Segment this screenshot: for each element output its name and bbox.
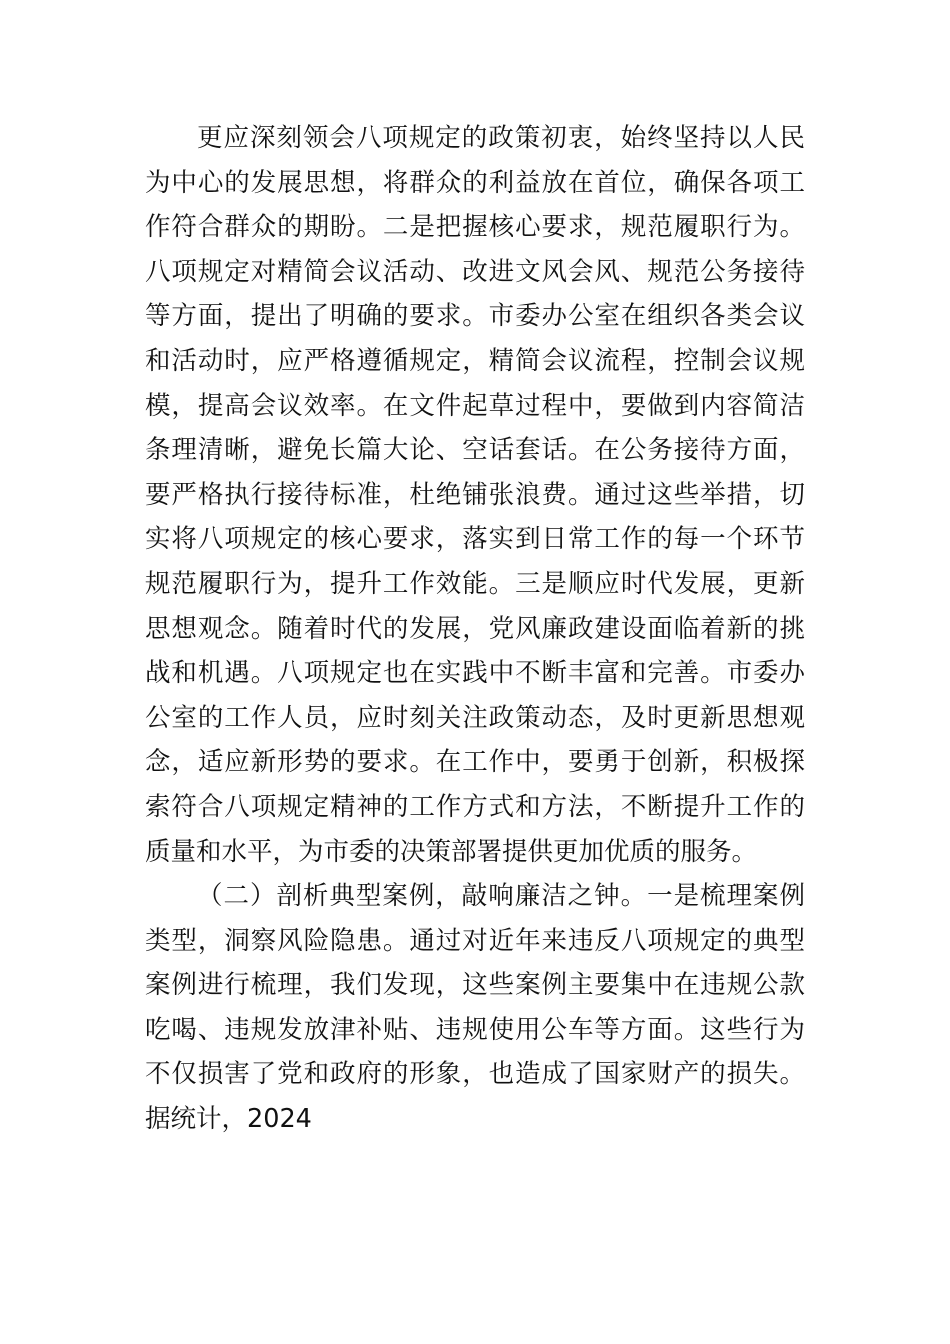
text-line: 吃喝、违规发放津补贴、违规使用公车等方面。这些行为 bbox=[145, 1014, 805, 1045]
text-line: 模，提高会议效率。在文件起草过程中，要做到内容简洁 bbox=[145, 390, 805, 421]
text-line: 八项规定对精简会议活动、改进文风会风、规范公务接待 bbox=[145, 256, 805, 287]
text-line: 质量和水平，为市委的决策部署提供更加优质的服务。 bbox=[145, 836, 758, 867]
text-line: 更应深刻领会八项规定的政策初衷，始终坚持以人民 bbox=[197, 123, 805, 153]
text-line: 索符合八项规定精神的工作方式和方法，不断提升工作的 bbox=[145, 791, 805, 822]
text-line: 类型，洞察风险隐患。通过对近年来违反八项规定的典型 bbox=[145, 925, 805, 956]
text-line: 等方面，提出了明确的要求。市委办公室在组织各类会议 bbox=[145, 301, 805, 332]
text-line: 为中心的发展思想，将群众的利益放在首位，确保各项工 bbox=[145, 167, 805, 198]
text-line: 和活动时，应严格遵循规定，精简会议流程，控制会议规 bbox=[145, 345, 805, 376]
section-heading-line: （二）剖析典型案例，敲响廉洁之钟。一是梳理案例 bbox=[197, 881, 805, 912]
text-line: 要严格执行接待标准，杜绝铺张浪费。通过这些举措，切 bbox=[145, 479, 805, 510]
text-line: 条理清晰，避免长篇大论、空话套话。在公务接待方面， bbox=[145, 435, 805, 466]
document-body bbox=[145, 116, 805, 1142]
text-line: 战和机遇。八项规定也在实践中不断丰富和完善。市委办 bbox=[145, 658, 805, 689]
text-line: 规范履职行为，提升工作效能。三是顺应时代发展，更新 bbox=[145, 568, 805, 599]
text-line: 实将八项规定的核心要求，落实到日常工作的每一个环节 bbox=[145, 524, 805, 555]
text-line: 思想观念。随着时代的发展，党风廉政建设面临着新的挑 bbox=[145, 613, 805, 644]
text-line: 不仅损害了党和政府的形象，也造成了国家财产的损失。 bbox=[145, 1059, 805, 1090]
text-line: 念，适应新形势的要求。在工作中，要勇于创新，积极探 bbox=[145, 747, 805, 778]
text-line: 据统计，2024 bbox=[145, 1104, 312, 1135]
text-line: 案例进行梳理，我们发现，这些案例主要集中在违规公款 bbox=[145, 970, 805, 1001]
text-line: 作符合群众的期盼。二是把握核心要求，规范履职行为。 bbox=[145, 212, 805, 243]
text-line: 公室的工作人员，应时刻关注政策动态，及时更新思想观 bbox=[145, 702, 805, 733]
